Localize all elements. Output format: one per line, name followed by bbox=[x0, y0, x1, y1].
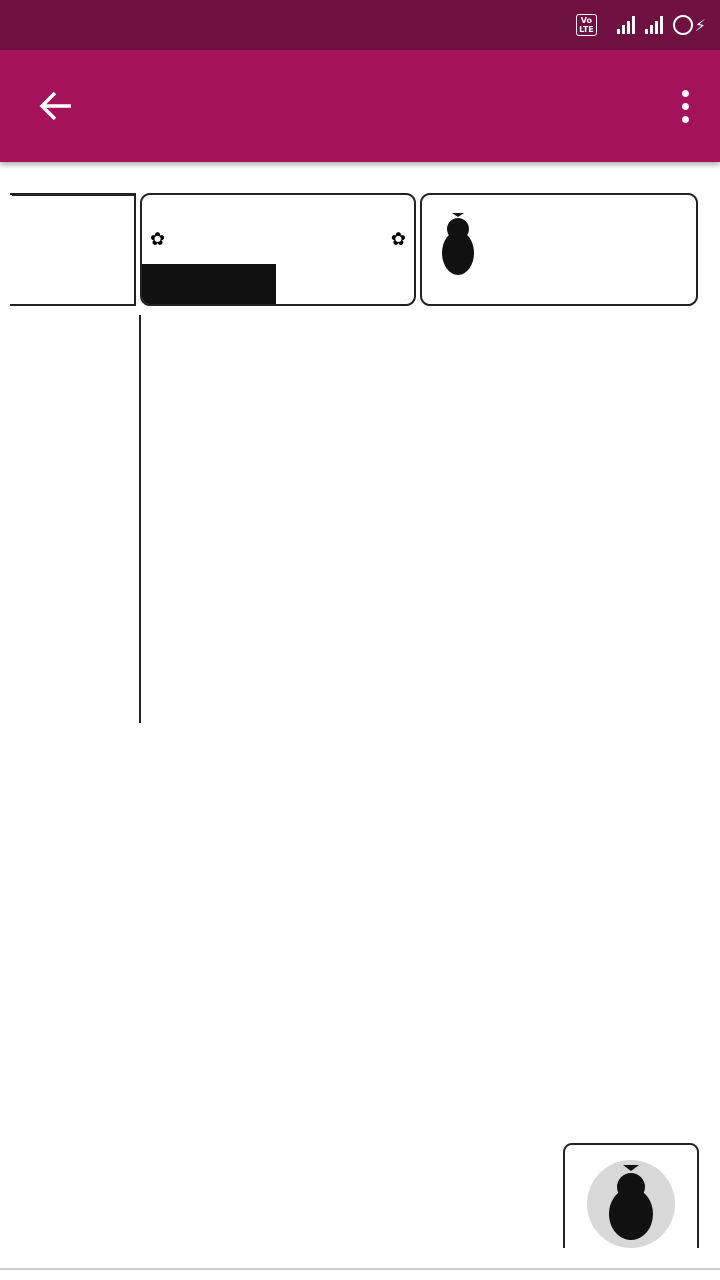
calendar-grid-bottom bbox=[10, 728, 700, 1248]
divider bbox=[0, 1268, 720, 1270]
month-header bbox=[140, 193, 416, 306]
volte-icon: Vo LTE bbox=[576, 14, 597, 36]
arrow-back-icon bbox=[39, 91, 73, 121]
battery-level bbox=[673, 15, 693, 35]
app-bar bbox=[0, 50, 720, 162]
flower-icon: ✿ bbox=[150, 229, 166, 250]
overflow-menu-button[interactable] bbox=[682, 90, 690, 123]
calendar-page bbox=[10, 185, 700, 1248]
header-left-box bbox=[10, 193, 136, 306]
back-button[interactable] bbox=[36, 86, 76, 126]
flower-icon: ✿ bbox=[390, 229, 406, 250]
ganesha-tile bbox=[563, 1143, 699, 1248]
ganesha-icon bbox=[586, 1159, 676, 1248]
month-telugu bbox=[274, 264, 414, 304]
festival-list bbox=[10, 315, 141, 723]
status-icons bbox=[576, 14, 706, 36]
signal-icon-2 bbox=[645, 16, 663, 34]
ganesha-icon bbox=[438, 213, 478, 279]
battery-icon: ⚡ bbox=[673, 15, 706, 35]
signal-icon bbox=[617, 16, 635, 34]
header-left-line bbox=[12, 195, 134, 196]
sunrise-sunset-box bbox=[420, 193, 698, 306]
status-bar bbox=[0, 0, 720, 50]
month-english bbox=[142, 264, 274, 304]
